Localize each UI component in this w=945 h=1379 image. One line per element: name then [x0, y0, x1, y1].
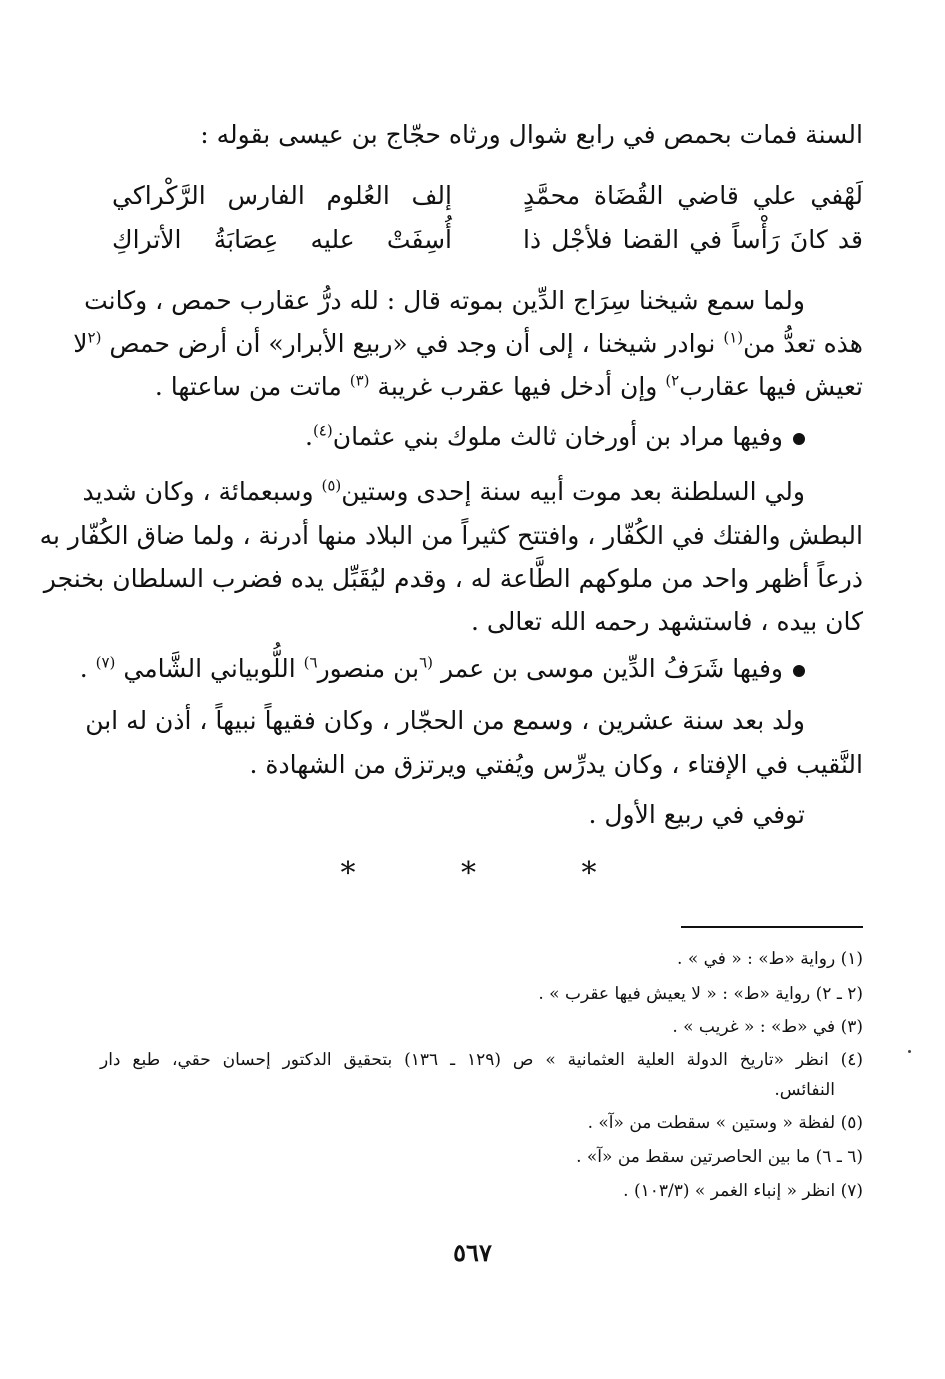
footnote-marker: (٤): [312, 421, 333, 440]
footnote: (٤) انظر «تاريخ الدولة العلية العثمانية » ص (١٢٩ ـ ١٣٦) بتحقيق الدكتور إحسان حقي، طبع دار: [100, 1050, 863, 1070]
verse-hemistich-left: إلف العُلوم الفارس الرَّكْراكي: [112, 181, 452, 210]
text-line: [85, 704, 863, 738]
verse-row: [112, 222, 863, 258]
text-line: [112, 798, 863, 832]
paragraph-text: ماتت من ساعتها .: [154, 372, 350, 401]
footnote-marker: (٢: [87, 328, 102, 347]
paragraph-text: السنة فمات بحمص في رابع شوال ورثاه حجّاج بن عيسى بقوله :: [200, 120, 863, 149]
footnote-marker: (٦: [419, 653, 434, 672]
page-number: ٥٦٧: [453, 1238, 492, 1267]
footnote: (١) رواية «ط» : « في » .: [677, 949, 863, 969]
footnote: (٦ ـ ٦) ما بين الحاصرتين سقط من «آ» .: [576, 1147, 863, 1167]
paragraph-text: البطش والفتك في الكُفّار ، وافتتح كثيراً من البلاد منها أدرنة ، ولما ضاق الكُفّار به: [39, 521, 863, 550]
paragraph-text: اللُّوبياني الشَّامي: [115, 654, 304, 683]
paragraph-text: توفي في ربيع الأول .: [588, 800, 805, 829]
paragraph-text: تعيش فيها عقارب: [679, 372, 863, 401]
paragraph-text: بن منصور: [317, 654, 420, 683]
footnote: (٣) في «ط» : « غريب » .: [672, 1017, 863, 1037]
bullet-icon: [793, 433, 805, 445]
paragraph-text: ولي السلطنة بعد موت أبيه سنة إحدى وستين: [341, 477, 805, 506]
footnote-marker: ٢): [665, 371, 680, 390]
verse-row: [112, 178, 863, 214]
paragraph-text: .: [304, 422, 313, 451]
bullet-icon: [793, 665, 805, 677]
paragraph-text: لا: [73, 329, 88, 358]
footnote: (٢ ـ ٢) رواية «ط» : « لا يعيش فيها عقرب » .: [538, 984, 863, 1004]
text-line: [43, 562, 863, 596]
paragraph-text: كان بيده ، فاستشهد رحمه الله تعالى .: [471, 607, 863, 636]
paragraph-text: وإن أدخل فيها عقرب غريبة: [369, 372, 666, 401]
paragraph-text: .: [79, 654, 96, 683]
footnote-marker: (٣): [349, 371, 370, 390]
paragraph-text: وفيها مراد بن أورخان ثالث ملوك بني عثمان: [332, 422, 783, 451]
footnote: (٥) لفظة « وستين » سقطت من «آ» .: [587, 1113, 863, 1133]
text-line: [39, 519, 863, 553]
footnote-divider: [681, 926, 863, 928]
paragraph-text: وسبعمائة ، وكان شديد: [82, 477, 322, 506]
text-line: [112, 748, 863, 782]
paragraph-text: ذرعاً أظهر واحد من ملوكهم الطَّاعة له ، وقدم ليُقَبِّل يده فضرب السلطان بخنجر: [43, 564, 863, 593]
footnote-marker: (١): [723, 328, 744, 347]
footnote-marker: (٧): [95, 653, 116, 672]
footnote-marker: (٥): [321, 476, 342, 495]
paragraph-text: هذه تعدُّ من: [743, 329, 863, 358]
text-line: [112, 605, 863, 639]
scan-speck: [908, 1050, 911, 1053]
paragraph-text: النَّقيب في الإفتاء ، وكان يدرِّس ويُفتي ويرتزق من الشهادة .: [249, 750, 863, 779]
footnote-marker: ٦): [303, 653, 318, 672]
footnote: (٧) انظر « إنباء الغمر » (١٠٣/٣) .: [623, 1181, 863, 1201]
text-line: [112, 118, 863, 152]
paragraph-text: ولما سمع شيخنا سِرَاج الدِّين بموته قال : لله درُّ عقارب حمص ، وكانت: [84, 286, 805, 315]
entry-heading: [112, 420, 863, 454]
verse-hemistich-right: لَهْفي علي قاضي القُضَاة محمَّدٍ: [523, 181, 863, 210]
text-line: [82, 475, 863, 509]
text-line: [84, 284, 863, 318]
verse-hemistich-left: أُسِفَتْ عليه عِصَابَةُ الأتراكِ: [112, 225, 452, 254]
paragraph-text: نوادر شيخنا ، إلى أن وجد في «ربيع الأبرار» أن أرض حمص: [101, 329, 724, 358]
section-separator: * * *: [340, 856, 645, 891]
paragraph-text: وفيها شَرَفُ الدِّين موسى بن عمر: [433, 654, 783, 683]
paragraph-text: ولد بعد سنة عشرين ، وسمع من الحجّار ، وكان فقيهاً نبيهاً ، أذن له ابن: [85, 706, 805, 735]
footnote-continuation: النفائس.: [774, 1080, 835, 1100]
text-line: [112, 370, 863, 404]
entry-heading: [79, 652, 863, 686]
text-line: [73, 327, 863, 361]
verse-hemistich-right: قد كانَ رَأْساً في القضا فلأجْل ذا: [523, 225, 863, 254]
